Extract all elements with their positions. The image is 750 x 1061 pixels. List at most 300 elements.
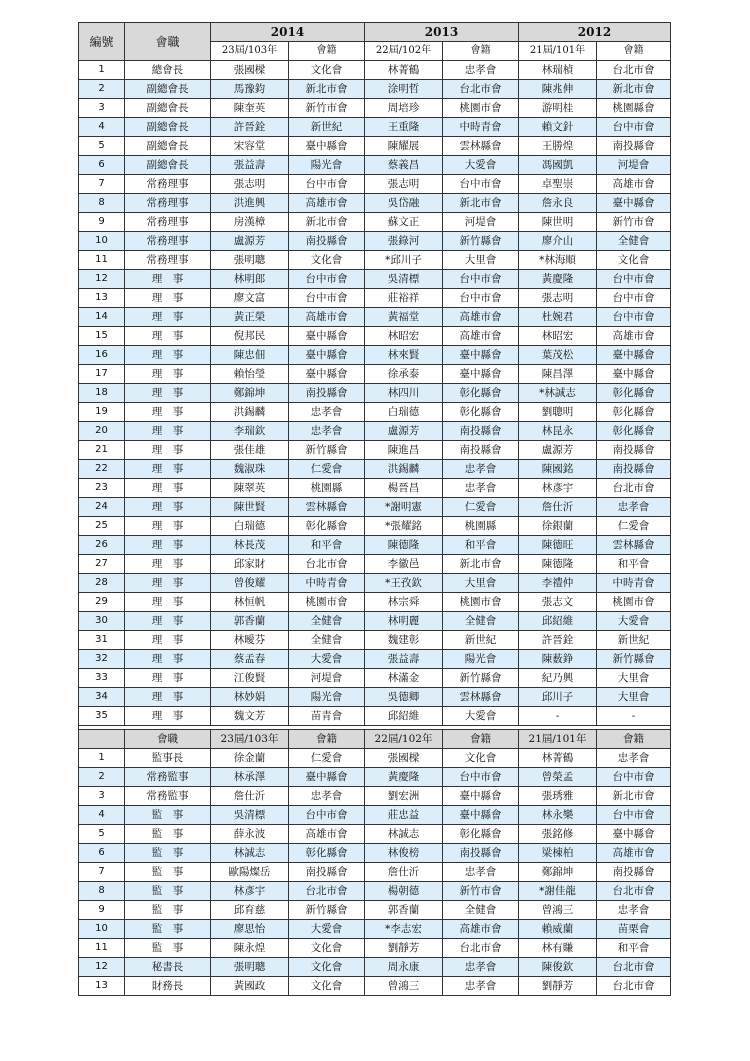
name-2012: 賴威蘭 bbox=[519, 920, 597, 939]
name-2014: 陳永煌 bbox=[211, 939, 289, 958]
term-header: 23屆/103年 bbox=[211, 730, 289, 749]
name-2013: 吳清標 bbox=[365, 270, 443, 289]
role-cell: 理 事 bbox=[125, 441, 211, 460]
row-number: 2 bbox=[79, 768, 125, 787]
row-number: 10 bbox=[79, 920, 125, 939]
column-header-role: 會職 bbox=[125, 730, 211, 749]
membership-2013: 忠孝會 bbox=[443, 460, 519, 479]
role-cell: 常務監事 bbox=[125, 787, 211, 806]
role-cell: 理 事 bbox=[125, 688, 211, 707]
row-number: 17 bbox=[79, 365, 125, 384]
name-2012: - bbox=[519, 707, 597, 726]
role-cell: 理 事 bbox=[125, 517, 211, 536]
name-2013: 陳進昌 bbox=[365, 441, 443, 460]
membership-2012: 新竹市會 bbox=[597, 213, 671, 232]
membership-2014: 河堤會 bbox=[289, 669, 365, 688]
row-number: 25 bbox=[79, 517, 125, 536]
membership-2014: 新竹縣會 bbox=[289, 901, 365, 920]
term-header: 22屆/102年 bbox=[365, 42, 443, 61]
membership-2014: 仁愛會 bbox=[289, 460, 365, 479]
membership-2012: 和平會 bbox=[597, 555, 671, 574]
name-2013: 周培珍 bbox=[365, 99, 443, 118]
membership-2013: 臺中縣會 bbox=[443, 787, 519, 806]
name-2014: 林誠志 bbox=[211, 844, 289, 863]
membership-2014: 文化會 bbox=[289, 958, 365, 977]
membership-2012: 臺中縣會 bbox=[597, 194, 671, 213]
membership-2012: 仁愛會 bbox=[597, 517, 671, 536]
membership-2012: 和平會 bbox=[597, 939, 671, 958]
membership-2012: 大愛會 bbox=[597, 612, 671, 631]
role-cell: 副總會長 bbox=[125, 137, 211, 156]
membership-2014: 台中市會 bbox=[289, 270, 365, 289]
name-2014: 吳清標 bbox=[211, 806, 289, 825]
membership-2013: 忠孝會 bbox=[443, 863, 519, 882]
role-cell: 監 事 bbox=[125, 939, 211, 958]
name-2013: 林誠志 bbox=[365, 825, 443, 844]
membership-header: 會籍 bbox=[597, 730, 671, 749]
table-row bbox=[79, 441, 671, 460]
name-2013: 詹仕沂 bbox=[365, 863, 443, 882]
name-2013: 林明麗 bbox=[365, 612, 443, 631]
role-cell: 總會長 bbox=[125, 61, 211, 80]
membership-2012: 苗栗會 bbox=[597, 920, 671, 939]
membership-2013: 彰化縣會 bbox=[443, 384, 519, 403]
membership-2013: 彰化縣會 bbox=[443, 825, 519, 844]
membership-2012: 雲林縣會 bbox=[597, 536, 671, 555]
name-2012: 陳國銘 bbox=[519, 460, 597, 479]
membership-2012: 台中市會 bbox=[597, 289, 671, 308]
name-2012: 陳薮錚 bbox=[519, 650, 597, 669]
membership-2013: 臺中縣會 bbox=[443, 806, 519, 825]
row-number: 7 bbox=[79, 175, 125, 194]
membership-2013: 台中市會 bbox=[443, 270, 519, 289]
row-number: 6 bbox=[79, 844, 125, 863]
row-number: 34 bbox=[79, 688, 125, 707]
role-cell: 理 事 bbox=[125, 479, 211, 498]
membership-2013: 新北市會 bbox=[443, 555, 519, 574]
name-2012: 紀乃興 bbox=[519, 669, 597, 688]
row-number: 29 bbox=[79, 593, 125, 612]
name-2013: 林宗舜 bbox=[365, 593, 443, 612]
row-number: 5 bbox=[79, 137, 125, 156]
membership-2013: 台中市會 bbox=[443, 768, 519, 787]
role-cell: 理 事 bbox=[125, 555, 211, 574]
name-2013: 曾鴻三 bbox=[365, 977, 443, 996]
role-cell: 理 事 bbox=[125, 650, 211, 669]
row-number: 6 bbox=[79, 156, 125, 175]
membership-2012: 高雄市會 bbox=[597, 844, 671, 863]
table-row bbox=[79, 768, 671, 787]
name-2012: 林昆永 bbox=[519, 422, 597, 441]
table-row bbox=[79, 749, 671, 768]
membership-2012: 新竹縣會 bbox=[597, 650, 671, 669]
membership-2014: 高雄市會 bbox=[289, 194, 365, 213]
table-row bbox=[79, 977, 671, 996]
membership-2013: 大里會 bbox=[443, 251, 519, 270]
table-row bbox=[79, 61, 671, 80]
name-2014: 洪進興 bbox=[211, 194, 289, 213]
row-number: 15 bbox=[79, 327, 125, 346]
membership-2014: 陽光會 bbox=[289, 688, 365, 707]
membership-2014: 雲林縣會 bbox=[289, 498, 365, 517]
table-row bbox=[79, 403, 671, 422]
name-2013: 吳德卿 bbox=[365, 688, 443, 707]
name-2012: 林昭宏 bbox=[519, 327, 597, 346]
membership-2013: 彰化縣會 bbox=[443, 403, 519, 422]
name-2013: *王孜欽 bbox=[365, 574, 443, 593]
supervisors-header-row bbox=[79, 730, 671, 749]
name-2014: 薛永波 bbox=[211, 825, 289, 844]
name-2014: 邱育慈 bbox=[211, 901, 289, 920]
membership-2014: 文化會 bbox=[289, 977, 365, 996]
role-cell: 常務理事 bbox=[125, 175, 211, 194]
row-number: 35 bbox=[79, 707, 125, 726]
name-2012: 劉靜芳 bbox=[519, 977, 597, 996]
membership-2014: 臺中縣會 bbox=[289, 327, 365, 346]
membership-2014: 新竹市會 bbox=[289, 99, 365, 118]
role-cell: 副總會長 bbox=[125, 80, 211, 99]
membership-header: 會籍 bbox=[443, 730, 519, 749]
membership-2012: 臺中縣會 bbox=[597, 825, 671, 844]
name-2014: 曾俊耀 bbox=[211, 574, 289, 593]
term-header: 22屆/102年 bbox=[365, 730, 443, 749]
row-number: 13 bbox=[79, 977, 125, 996]
name-2012: 陳德隆 bbox=[519, 555, 597, 574]
membership-2014: 新竹縣會 bbox=[289, 441, 365, 460]
name-2013: 林來賢 bbox=[365, 346, 443, 365]
membership-2012: 桃園市會 bbox=[597, 593, 671, 612]
role-cell: 副總會長 bbox=[125, 118, 211, 137]
membership-2014: 新北市會 bbox=[289, 80, 365, 99]
name-2012: 李禮仲 bbox=[519, 574, 597, 593]
name-2012: 葉茂松 bbox=[519, 346, 597, 365]
table-row bbox=[79, 365, 671, 384]
membership-2012: 忠孝會 bbox=[597, 498, 671, 517]
membership-2013: 忠孝會 bbox=[443, 958, 519, 977]
membership-2012: 台北市會 bbox=[597, 479, 671, 498]
name-2013: 涂明哲 bbox=[365, 80, 443, 99]
supervisors-header-section bbox=[79, 726, 671, 749]
membership-2013: 新竹縣會 bbox=[443, 232, 519, 251]
name-2014: 林長茂 bbox=[211, 536, 289, 555]
row-number: 2 bbox=[79, 80, 125, 99]
name-2013: 盧源芳 bbox=[365, 422, 443, 441]
membership-header: 會籍 bbox=[289, 730, 365, 749]
role-cell: 財務長 bbox=[125, 977, 211, 996]
role-cell: 理 事 bbox=[125, 574, 211, 593]
membership-2013: 雲林縣會 bbox=[443, 688, 519, 707]
role-cell: 常務監事 bbox=[125, 768, 211, 787]
membership-2014: 臺中縣會 bbox=[289, 346, 365, 365]
membership-2012: 彰化縣會 bbox=[597, 403, 671, 422]
role-cell: 監 事 bbox=[125, 901, 211, 920]
name-2012: 張琇雅 bbox=[519, 787, 597, 806]
membership-2013: 新竹市會 bbox=[443, 882, 519, 901]
table-row bbox=[79, 825, 671, 844]
membership-2013: 陽光會 bbox=[443, 650, 519, 669]
role-cell: 理 事 bbox=[125, 327, 211, 346]
term-header: 21屆/101年 bbox=[519, 730, 597, 749]
table-row bbox=[79, 787, 671, 806]
name-2012: 杜婉君 bbox=[519, 308, 597, 327]
table-row bbox=[79, 844, 671, 863]
name-2014: 林妙娟 bbox=[211, 688, 289, 707]
membership-2014: 高雄市會 bbox=[289, 825, 365, 844]
membership-2014: 南投縣會 bbox=[289, 384, 365, 403]
role-cell: 理 事 bbox=[125, 669, 211, 688]
membership-2013: 中時青會 bbox=[443, 118, 519, 137]
name-2014: 蔡孟春 bbox=[211, 650, 289, 669]
name-2012: 馮國凱 bbox=[519, 156, 597, 175]
name-2014: 陳忠佃 bbox=[211, 346, 289, 365]
table-row bbox=[79, 213, 671, 232]
row-number: 4 bbox=[79, 118, 125, 137]
name-2012: 賴文針 bbox=[519, 118, 597, 137]
role-cell: 監 事 bbox=[125, 844, 211, 863]
name-2012: 陳兆伸 bbox=[519, 80, 597, 99]
row-number: 23 bbox=[79, 479, 125, 498]
table-row bbox=[79, 270, 671, 289]
role-cell: 理 事 bbox=[125, 631, 211, 650]
membership-2013: 桃園市會 bbox=[443, 99, 519, 118]
row-number: 14 bbox=[79, 308, 125, 327]
name-2013: 張國樑 bbox=[365, 749, 443, 768]
membership-2014: 臺中縣會 bbox=[289, 137, 365, 156]
membership-2012: 忠孝會 bbox=[597, 901, 671, 920]
table-row bbox=[79, 863, 671, 882]
name-2014: 陳奎英 bbox=[211, 99, 289, 118]
table-row bbox=[79, 479, 671, 498]
name-2014: 詹仕沂 bbox=[211, 787, 289, 806]
membership-2013: 臺中縣會 bbox=[443, 346, 519, 365]
name-2014: 林明郎 bbox=[211, 270, 289, 289]
membership-header: 會籍 bbox=[443, 42, 519, 61]
table-row bbox=[79, 631, 671, 650]
table-row bbox=[79, 669, 671, 688]
header-row-years bbox=[79, 23, 671, 42]
membership-2013: 新竹縣會 bbox=[443, 669, 519, 688]
row-number: 9 bbox=[79, 901, 125, 920]
name-2013: 郭香蘭 bbox=[365, 901, 443, 920]
role-cell: 監 事 bbox=[125, 863, 211, 882]
membership-2014: 忠孝會 bbox=[289, 422, 365, 441]
officer-table-sheet bbox=[78, 22, 670, 996]
name-2013: 林昭宏 bbox=[365, 327, 443, 346]
row-number: 1 bbox=[79, 61, 125, 80]
role-cell: 監事長 bbox=[125, 749, 211, 768]
table-row bbox=[79, 232, 671, 251]
role-cell: 副總會長 bbox=[125, 156, 211, 175]
name-2014: 林彥宇 bbox=[211, 882, 289, 901]
name-2014: 陳世賢 bbox=[211, 498, 289, 517]
name-2012: 徐銀蘭 bbox=[519, 517, 597, 536]
membership-2012: 新北市會 bbox=[597, 80, 671, 99]
row-number: 33 bbox=[79, 669, 125, 688]
name-2012: 曾鴻三 bbox=[519, 901, 597, 920]
membership-2012: 大里會 bbox=[597, 688, 671, 707]
name-2013: 劉靜芳 bbox=[365, 939, 443, 958]
name-2013: 莊忠益 bbox=[365, 806, 443, 825]
name-2013: 楊朝德 bbox=[365, 882, 443, 901]
table-row bbox=[79, 308, 671, 327]
name-2013: *李志宏 bbox=[365, 920, 443, 939]
name-2012: 許晉銓 bbox=[519, 631, 597, 650]
name-2013: 王重隆 bbox=[365, 118, 443, 137]
row-number: 21 bbox=[79, 441, 125, 460]
column-header-role: 會職 bbox=[125, 23, 211, 61]
name-2014: 林承澤 bbox=[211, 768, 289, 787]
table-row bbox=[79, 882, 671, 901]
row-number: 1 bbox=[79, 749, 125, 768]
role-cell: 理 事 bbox=[125, 308, 211, 327]
role-cell: 常務理事 bbox=[125, 213, 211, 232]
name-2012: 陳德旺 bbox=[519, 536, 597, 555]
row-number: 30 bbox=[79, 612, 125, 631]
name-2013: 魏建彰 bbox=[365, 631, 443, 650]
term-header: 23屆/103年 bbox=[211, 42, 289, 61]
name-2013: 徐承泰 bbox=[365, 365, 443, 384]
name-2012: 林彥宇 bbox=[519, 479, 597, 498]
row-number: 19 bbox=[79, 403, 125, 422]
membership-2012: 南投縣會 bbox=[597, 137, 671, 156]
name-2014: 魏文芳 bbox=[211, 707, 289, 726]
membership-2014: 中時青會 bbox=[289, 574, 365, 593]
directors-section bbox=[79, 61, 671, 726]
name-2012: 張銘修 bbox=[519, 825, 597, 844]
name-2013: 林菁鶴 bbox=[365, 61, 443, 80]
name-2012: 陳昌澤 bbox=[519, 365, 597, 384]
row-number: 16 bbox=[79, 346, 125, 365]
membership-2012: 南投縣會 bbox=[597, 441, 671, 460]
membership-2013: 忠孝會 bbox=[443, 61, 519, 80]
name-2012: 盧源芳 bbox=[519, 441, 597, 460]
row-number: 18 bbox=[79, 384, 125, 403]
year-header-2012: 2012 bbox=[519, 23, 671, 42]
row-number: 22 bbox=[79, 460, 125, 479]
name-2012: 曾榮孟 bbox=[519, 768, 597, 787]
role-cell: 理 事 bbox=[125, 593, 211, 612]
table-row bbox=[79, 555, 671, 574]
membership-2013: 台中市會 bbox=[443, 289, 519, 308]
membership-2012: 台中市會 bbox=[597, 270, 671, 289]
name-2014: 陳翠英 bbox=[211, 479, 289, 498]
membership-2014: 文化會 bbox=[289, 61, 365, 80]
name-2013: 周永康 bbox=[365, 958, 443, 977]
name-2013: 吳岱融 bbox=[365, 194, 443, 213]
name-2013: 莊裕祥 bbox=[365, 289, 443, 308]
name-2014: 林恒帆 bbox=[211, 593, 289, 612]
name-2014: 張志明 bbox=[211, 175, 289, 194]
table-row bbox=[79, 650, 671, 669]
name-2014: 張明聰 bbox=[211, 958, 289, 977]
membership-header: 會籍 bbox=[597, 42, 671, 61]
name-2013: 白瑞德 bbox=[365, 403, 443, 422]
table-row bbox=[79, 612, 671, 631]
membership-2012: 新北市會 bbox=[597, 787, 671, 806]
name-2012: 黃慶隆 bbox=[519, 270, 597, 289]
membership-2014: 彰化縣會 bbox=[289, 844, 365, 863]
table-row bbox=[79, 920, 671, 939]
name-2012: 詹永良 bbox=[519, 194, 597, 213]
row-number: 7 bbox=[79, 863, 125, 882]
role-cell: 理 事 bbox=[125, 498, 211, 517]
name-2014: 房漢樟 bbox=[211, 213, 289, 232]
row-number: 3 bbox=[79, 787, 125, 806]
membership-2014: 仁愛會 bbox=[289, 749, 365, 768]
name-2014: 黃正榮 bbox=[211, 308, 289, 327]
membership-2014: 台北市會 bbox=[289, 882, 365, 901]
role-cell: 理 事 bbox=[125, 612, 211, 631]
table-row bbox=[79, 118, 671, 137]
membership-2012: 河堤會 bbox=[597, 156, 671, 175]
row-number: 12 bbox=[79, 270, 125, 289]
name-2014: 鄭錦坤 bbox=[211, 384, 289, 403]
name-2012: 游明桂 bbox=[519, 99, 597, 118]
name-2013: 陳耀展 bbox=[365, 137, 443, 156]
membership-2012: 台北市會 bbox=[597, 958, 671, 977]
name-2012: 邱川子 bbox=[519, 688, 597, 707]
row-number: 8 bbox=[79, 882, 125, 901]
table-row bbox=[79, 901, 671, 920]
row-number: 26 bbox=[79, 536, 125, 555]
name-2012: 林永樂 bbox=[519, 806, 597, 825]
table-row bbox=[79, 707, 671, 726]
name-2014: 張國樑 bbox=[211, 61, 289, 80]
membership-2014: 台中市會 bbox=[289, 806, 365, 825]
membership-2013: 和平會 bbox=[443, 536, 519, 555]
membership-2012: 桃園縣會 bbox=[597, 99, 671, 118]
membership-2014: 文化會 bbox=[289, 251, 365, 270]
membership-2014: 大愛會 bbox=[289, 920, 365, 939]
name-2014: 許晉銓 bbox=[211, 118, 289, 137]
name-2014: 張益壽 bbox=[211, 156, 289, 175]
name-2012: 鄭錦坤 bbox=[519, 863, 597, 882]
name-2014: 倪邦民 bbox=[211, 327, 289, 346]
membership-2014: 台中市會 bbox=[289, 175, 365, 194]
membership-2014: 桃園市會 bbox=[289, 593, 365, 612]
name-2013: 劉宏洲 bbox=[365, 787, 443, 806]
table-row bbox=[79, 289, 671, 308]
table-row bbox=[79, 422, 671, 441]
membership-2012: 台中市會 bbox=[597, 118, 671, 137]
membership-2014: 文化會 bbox=[289, 939, 365, 958]
row-number: 9 bbox=[79, 213, 125, 232]
membership-2014: 陽光會 bbox=[289, 156, 365, 175]
role-cell: 監 事 bbox=[125, 920, 211, 939]
role-cell: 理 事 bbox=[125, 289, 211, 308]
name-2013: 邱紹維 bbox=[365, 707, 443, 726]
role-cell: 監 事 bbox=[125, 806, 211, 825]
membership-2012: 台北市會 bbox=[597, 977, 671, 996]
name-2014: 江俊賢 bbox=[211, 669, 289, 688]
role-cell: 監 事 bbox=[125, 882, 211, 901]
membership-2012: 南投縣會 bbox=[597, 460, 671, 479]
name-2014: 廖思怡 bbox=[211, 920, 289, 939]
membership-2013: 新北市會 bbox=[443, 194, 519, 213]
table-row bbox=[79, 536, 671, 555]
membership-2012: 臺中縣會 bbox=[597, 365, 671, 384]
membership-2014: 台北市會 bbox=[289, 555, 365, 574]
membership-2014: 苗青會 bbox=[289, 707, 365, 726]
name-2012: 陳俊欽 bbox=[519, 958, 597, 977]
membership-2013: 桃園市會 bbox=[443, 593, 519, 612]
name-2013: 楊晉昌 bbox=[365, 479, 443, 498]
membership-2014: 南投縣會 bbox=[289, 863, 365, 882]
name-2014: 魏淑珠 bbox=[211, 460, 289, 479]
membership-2014: 忠孝會 bbox=[289, 403, 365, 422]
membership-2012: 高雄市會 bbox=[597, 327, 671, 346]
name-2012: 卓聖崇 bbox=[519, 175, 597, 194]
